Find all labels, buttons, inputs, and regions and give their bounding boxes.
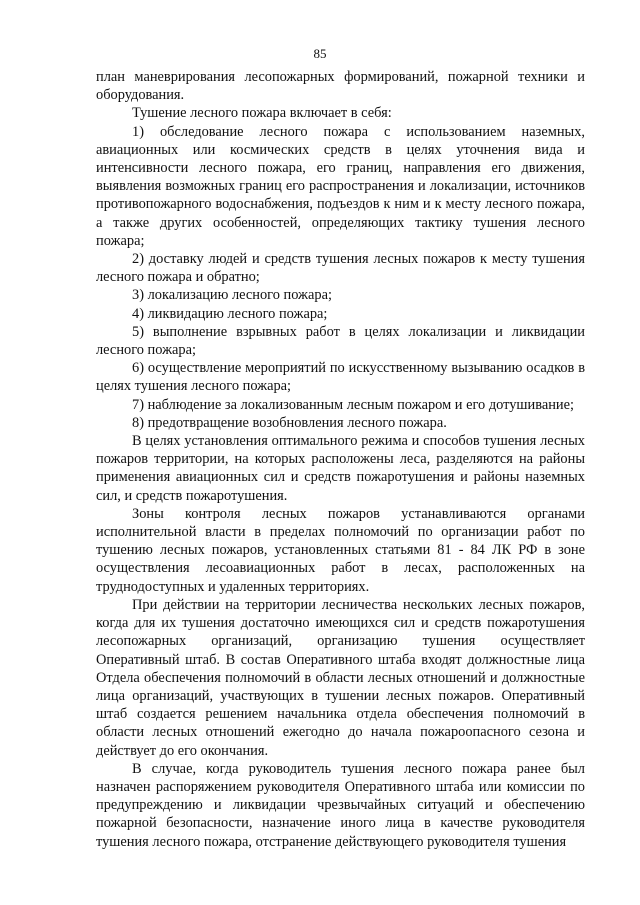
body-paragraph: 8) предотвращение возобновления лесного пожара. xyxy=(132,414,447,431)
body-paragraph: 5) выполнение взрывных работ в целях локализации и ликвидации лесного пожара; xyxy=(96,323,585,359)
body-paragraph: Зоны контроля лесных пожаров устанавливаются органами исполнительной власти в пределах полномочий по организации работ по тушению лесных пожаров, установленных статьями 81 - 84 ЛК РФ в зоне осуществления лесоавиационных работ в лесах, расположенных на труднодоступных и удаленных территориях. xyxy=(96,505,585,595)
body-paragraph: В случае, когда руководитель тушения лесного пожара ранее был назначен распоряжением руководителя Оперативного штаба или комиссии по предупреждению и ликвидации чрезвычайных ситуаций и обеспечению пожарной безопасности, назначение иного лица в качестве руководителя тушения лесного пожара, отстранение действующего руководителя тушения xyxy=(96,760,585,850)
document-body xyxy=(96,68,585,851)
body-paragraph: 3) локализацию лесного пожара; xyxy=(132,287,332,304)
body-paragraph: Тушение лесного пожара включает в себя: xyxy=(132,105,392,122)
body-paragraph: При действии на территории лесничества нескольких лесных пожаров, когда для их тушения достаточно имеющихся сил и средств пожаротушения лесопожарных организаций, организацию тушения осуществляет Оперативный штаб. В состав Оперативного штаба входят должностные лица Отдела обеспечения полномочий в области лесных отношений и должностные лица организаций, участвующих в тушении лесных пожаров. Оперативный штаб создается решением начальника отдела обеспечения полномочий в области лесных отношений ежегодно до начала пожароопасного сезона и действует до его окончания. xyxy=(96,596,585,759)
body-paragraph: план маневрирования лесопожарных формирований, пожарной техники и оборудования. xyxy=(96,69,585,104)
body-paragraph: 2) доставку людей и средств тушения лесных пожаров к месту тушения лесного пожара и обратно; xyxy=(96,251,585,286)
body-paragraph: 4) ликвидацию лесного пожара; xyxy=(132,305,328,322)
body-paragraph: 1) обследование лесного пожара с использованием наземных, авиационных или космических средств в целях уточнения вида и интенсивности лесного пожара, его границ, направления его движения, выявления возможных границ его распространения и локализации, источников противопожарного водоснабжения, подъездов к ним и к месту лесного пожара, а также других особенностей, определяющих тактику тушения лесного пожара; xyxy=(96,123,585,249)
body-paragraph: 6) осуществление мероприятий по искусственному вызыванию осадков в целях тушения лесного пожара; xyxy=(96,360,585,395)
body-paragraph: 7) наблюдение за локализованным лесным пожаром и его дотушивание; xyxy=(132,396,574,413)
body-paragraph: В целях установления оптимального режима и способов тушения лесных пожаров территории, на которых расположены леса, разделяются на районы применения авиационных сил и средств пожаротушения и районы наземных сил, и средств пожаротушения. xyxy=(96,433,585,504)
page-number: 85 xyxy=(313,46,327,61)
